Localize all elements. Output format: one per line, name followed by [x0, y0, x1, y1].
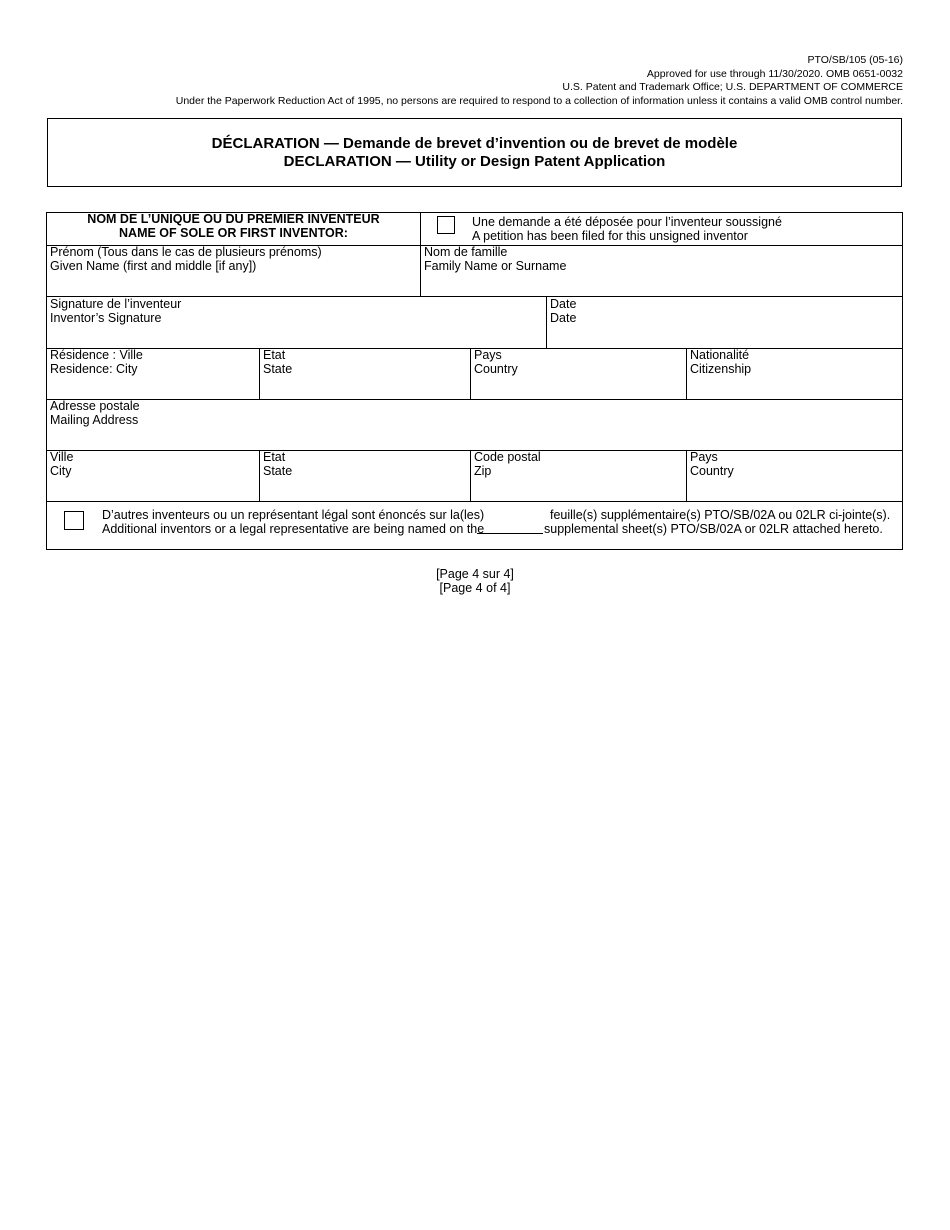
residence-country-label-french: Pays [474, 348, 502, 362]
paperwork-notice: Under the Paperwork Reduction Act of 1995, no persons are required to respond to a collection of information unless it contains a valid OMB control number. [175, 94, 903, 107]
signature-label-french: Signature de l’inventeur [50, 297, 182, 311]
signature-label-english: Inventor’s Signature [50, 311, 162, 325]
residence-state-label-english: State [263, 362, 293, 376]
approval-text: Approved for use through 11/30/2020. OMB 0651-0032 [646, 67, 903, 80]
date-field[interactable] [546, 297, 902, 348]
state-label-french: Etat [263, 450, 286, 464]
additional-inventors-checkbox[interactable] [64, 511, 84, 530]
title-french-lead: DÉCLARATION [211, 135, 320, 152]
citizenship-field[interactable] [686, 348, 902, 399]
citizenship-label-english: Citizenship [690, 362, 752, 376]
agency-text: U.S. Patent and Trademark Office; U.S. DEPARTMENT OF COMMERCE [562, 81, 903, 93]
petition-label-french: Une demande a été déposée pour l’inventeur soussigné [472, 215, 782, 229]
family-name-field[interactable] [420, 245, 902, 296]
title-french [48, 135, 901, 153]
petition-checkbox[interactable] [437, 216, 455, 234]
title-french-rest: — Demande de brevet d’invention ou de brevet de modèle [319, 135, 738, 152]
given-name-field[interactable] [47, 245, 420, 296]
given-name-label-english: Given Name (first and middle [if any]) [50, 259, 257, 273]
citizenship-label-french: Nationalité [690, 348, 750, 362]
form-header [176, 54, 903, 108]
page-number-french: [Page 4 sur 4] [436, 567, 514, 581]
page-number-english: [Page 4 of 4] [439, 581, 511, 595]
additional-label-french-right: feuille(s) supplémentaire(s) PTO/SB/02A ou 02LR ci-jointe(s). [550, 508, 891, 522]
page-footer [0, 567, 950, 595]
signature-field[interactable] [47, 297, 546, 348]
inventor-form [46, 212, 903, 550]
zip-field[interactable] [470, 450, 686, 501]
residence-state-label-french: Etat [263, 348, 286, 362]
title-box [47, 118, 902, 187]
additional-label-english-right: supplemental sheet(s) PTO/SB/02A or 02LR attached hereto. [544, 522, 883, 536]
country-label-french: Pays [690, 450, 718, 464]
country-field[interactable] [686, 450, 902, 501]
state-field[interactable] [259, 450, 470, 501]
residence-country-label-english: Country [474, 362, 518, 376]
inventor-heading-english: NAME OF SOLE OR FIRST INVENTOR: [119, 225, 348, 240]
residence-state-field[interactable] [259, 348, 470, 399]
petition-cell [420, 213, 902, 245]
mailing-address-field[interactable] [47, 399, 902, 450]
mailing-label-french: Adresse postale [50, 399, 140, 413]
zip-label-english: Zip [474, 464, 492, 478]
title-english: DECLARATION — Utility or Design Patent Application [283, 153, 666, 170]
zip-label-french: Code postal [474, 450, 541, 464]
given-name-label-french: Prénom (Tous dans le cas de plusieurs prénoms) [50, 245, 322, 259]
additional-label-english-left: Additional inventors or a legal representative are being named on the [102, 522, 485, 536]
residence-city-field[interactable] [47, 348, 259, 399]
city-label-french: Ville [50, 450, 74, 464]
date-label-french: Date [550, 297, 577, 311]
mailing-label-english: Mailing Address [50, 413, 139, 427]
date-label-english: Date [550, 311, 577, 325]
city-label-english: City [50, 464, 72, 478]
city-field[interactable] [47, 450, 259, 501]
petition-label-english: A petition has been filed for this unsigned inventor [472, 229, 748, 243]
residence-city-label-french: Résidence : Ville [50, 348, 143, 362]
state-label-english: State [263, 464, 293, 478]
residence-city-label-english: Residence: City [50, 362, 138, 376]
country-label-english: Country [690, 464, 734, 478]
family-name-label-french: Nom de famille [424, 245, 508, 259]
form-number: PTO/SB/105 (05-16) [807, 54, 903, 66]
family-name-label-english: Family Name or Surname [424, 259, 567, 273]
additional-inventors-row [47, 502, 902, 549]
additional-label-french-left: D’autres inventeurs ou un représentant légal sont énoncés sur la(les) [102, 508, 485, 522]
inventor-heading-french: NOM DE L’UNIQUE OU DU PREMIER INVENTEUR [87, 212, 380, 226]
residence-country-field[interactable] [470, 348, 686, 399]
inventor-heading [47, 213, 420, 245]
sheet-count-blank[interactable] [477, 523, 543, 534]
